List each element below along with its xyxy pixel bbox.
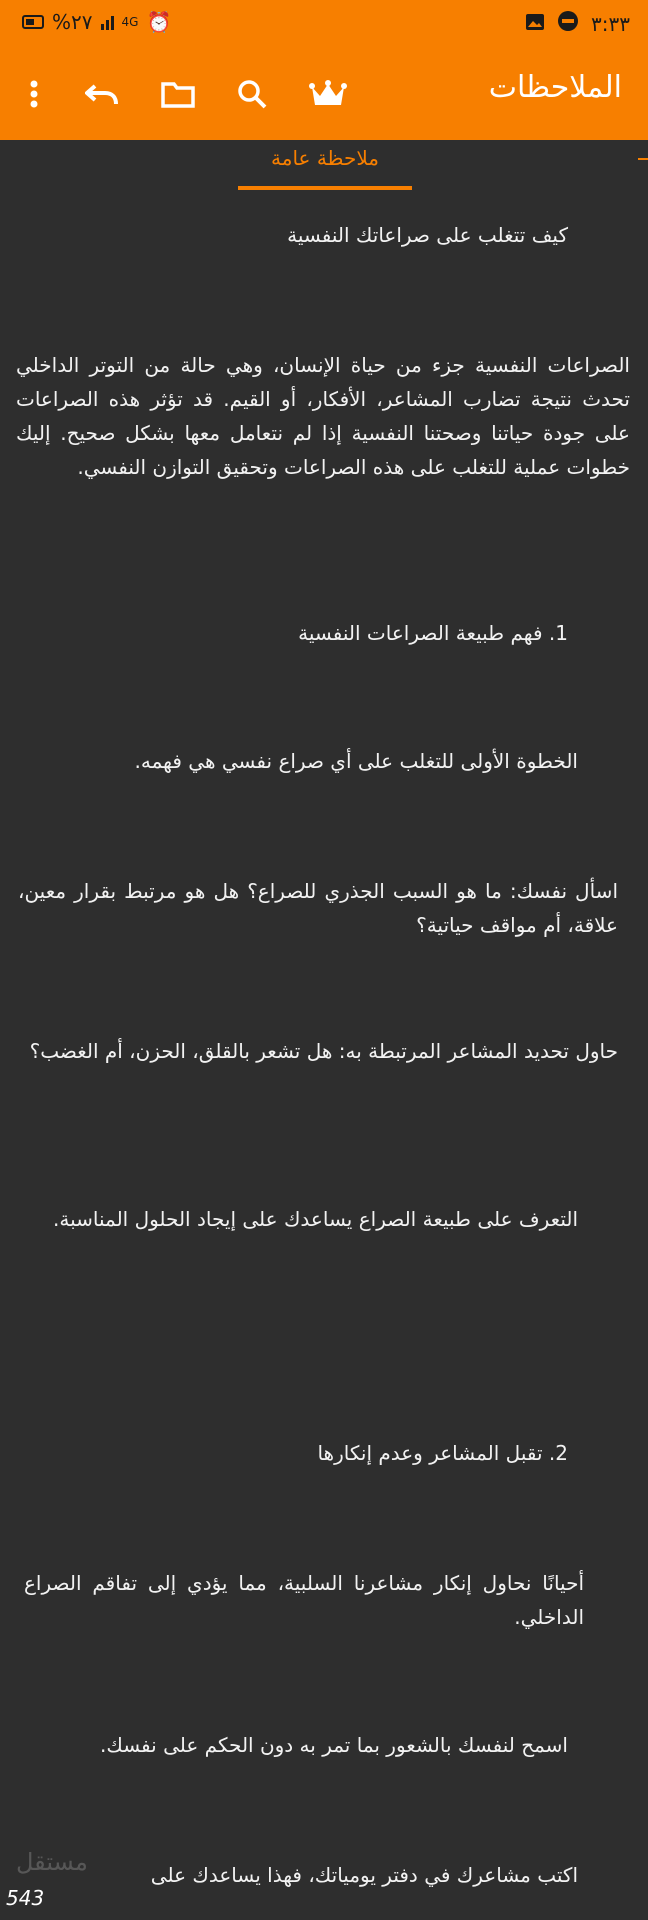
tab-bar — [0, 140, 648, 194]
note-paragraph: حاول تحديد المشاعر المرتبطة به: هل تشعر بالقلق، الحزن، أم الغضب؟ — [29, 1039, 618, 1063]
battery-icon — [22, 15, 44, 29]
toolbar — [0, 46, 648, 140]
note-paragraph: اكتب مشاعرك في دفتر يومياتك، فهذا يساعدك على — [150, 1863, 578, 1887]
status-bar — [0, 0, 648, 46]
app-bar — [0, 0, 648, 140]
app-notification-icon — [557, 10, 579, 37]
signal-icon — [101, 14, 114, 30]
note-paragraph: اسمح لنفسك بالشعور بما تمر به دون الحكم على نفسك. — [100, 1733, 568, 1757]
watermark-logo: مستقل — [16, 1848, 88, 1876]
network-type: 4G — [121, 15, 139, 29]
page-title: الملاحظات — [488, 70, 622, 105]
note-section-heading: 1. فهم طبيعة الصراعات النفسية — [298, 621, 568, 645]
battery-level: %٢٧ — [52, 10, 93, 34]
note-paragraph: اسأل نفسك: ما هو السبب الجذري للصراع؟ هل هو مرتبط بقرار معين، علاقة، أم مواقف حياتية؟ — [18, 879, 618, 937]
status-right — [525, 10, 630, 37]
crown-icon[interactable] — [308, 74, 348, 114]
note-paragraph: الصراعات النفسية جزء من حياة الإنسان، وهي حالة من التوتر الداخلي تحدث نتيجة تضارب المشاعر، الأفكار، أو القيم. قد تؤثر هذه الصراعات على جودة حياتنا وصحتنا النفسية إذا لم نتعامل معها بشكل صحيح. إليك خطوات عملية للتغلب على هذه الصراعات وتحقيق التوازن النفسي. — [16, 353, 630, 479]
undo-icon[interactable] — [82, 74, 122, 114]
note-paragraph: الخطوة الأولى للتغلب على أي صراع نفسي هي فهمه. — [134, 749, 578, 773]
note-section-heading: 2. تقبل المشاعر وعدم إنكارها — [317, 1441, 568, 1465]
tab-general-note[interactable]: ملاحظة عامة — [271, 146, 379, 170]
note-paragraph: أحيانًا نحاول إنكار مشاعرنا السلبية، مما يؤدي إلى تفاقم الصراع الداخلي. — [24, 1571, 584, 1629]
tab-indicator — [238, 186, 412, 190]
note-paragraph: التعرف على طبيعة الصراع يساعدك على إيجاد الحلول المناسبة. — [53, 1207, 578, 1231]
clock-time: ٣:٣٣ — [591, 11, 630, 36]
search-icon[interactable] — [232, 74, 272, 114]
more-vert-icon[interactable] — [14, 74, 54, 114]
status-left — [22, 10, 171, 34]
alarm-icon: ⏰ — [146, 10, 172, 34]
note-heading: كيف تتغلب على صراعاتك النفسية — [287, 223, 568, 247]
folder-icon[interactable] — [158, 74, 198, 114]
character-count: 543 — [6, 1886, 45, 1910]
gallery-icon — [525, 12, 545, 36]
note-editor[interactable] — [0, 194, 648, 1887]
scroll-marker — [638, 158, 648, 160]
